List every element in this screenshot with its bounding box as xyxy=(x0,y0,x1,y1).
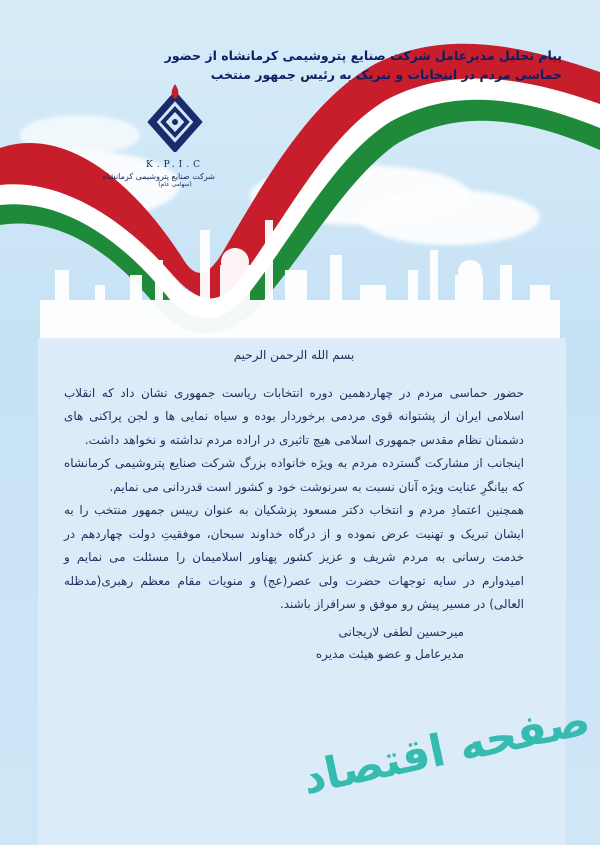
letter-paragraph: اینجانب از مشارکت گسترده مردم به ویژه خانواده بزرگ شرکت صنایع پتروشیمی کرمانشاه که بیانگرِ عنایت ویژه آنان نسبت به سرنوشت خود و کشور است قدردانی می نمایم. xyxy=(64,456,524,494)
logo-acronym: K.P.I.C xyxy=(146,160,204,170)
watermark-text: صفحه اقتصاد xyxy=(297,694,595,805)
company-logo xyxy=(102,82,215,188)
letter-paragraph: حضور حماسی مردم در چهاردهمین دوره انتخابات ریاست جمهوری نشان داد که انقلاب اسلامی ایران از پشتوانه قوی مردمی برخوردار بوده و سیاه نمایی ها و لجن پراکنی های دشمنان نظام مقدس جمهوری اسلامی هیچ تاثیری در اراده مردم نداشته و نخواهد داشت. xyxy=(64,385,524,447)
page-title xyxy=(132,46,562,84)
watermark-logo xyxy=(297,690,598,840)
title-line-1: پیام تجلیل مدیرعامل شرکت صنایع پتروشیمی کرمانشاه از حضور xyxy=(164,48,562,63)
signer-title: مدیرعامل و عضو هیئت مدیره xyxy=(315,646,464,661)
basmala: بسم الله الرحمن الرحیم xyxy=(233,348,355,362)
letter-body xyxy=(64,340,524,665)
signature-block xyxy=(64,621,524,665)
letter-paragraph: همچنین اعتمادِ مردم و انتخاب دکتر مسعود پزشکیان به عنوان رییس جمهور منتخب را به ایشان تبریک و تهنیت عرض نموده و از درگاه خداوند سبحان، موفقیتِ دولت چهاردهم در خدمت رسانی به مردم شریف و عزیز کشور پهناور اسلامیمان را مسئلت می نمایم و امیدوارم در سایه توجهات حضرت ولی عصر(عج) و منویات مقام معظم رهبری(مدظله العالی) در مسیر پیش رو موفق و سرافراز باشند. xyxy=(64,503,524,611)
signer-name: میرحسین لطفی لاریجانی xyxy=(338,624,464,639)
kpic-logo-icon xyxy=(140,82,210,152)
title-line-2: حماسی مردم در انتخابات و تبریک به رئیس جمهور منتخب xyxy=(210,67,562,82)
logo-company-name: شرکت صنایع پتروشیمی کرمانشاه xyxy=(102,172,215,181)
logo-company-type: (سهامی عام) xyxy=(158,181,192,188)
